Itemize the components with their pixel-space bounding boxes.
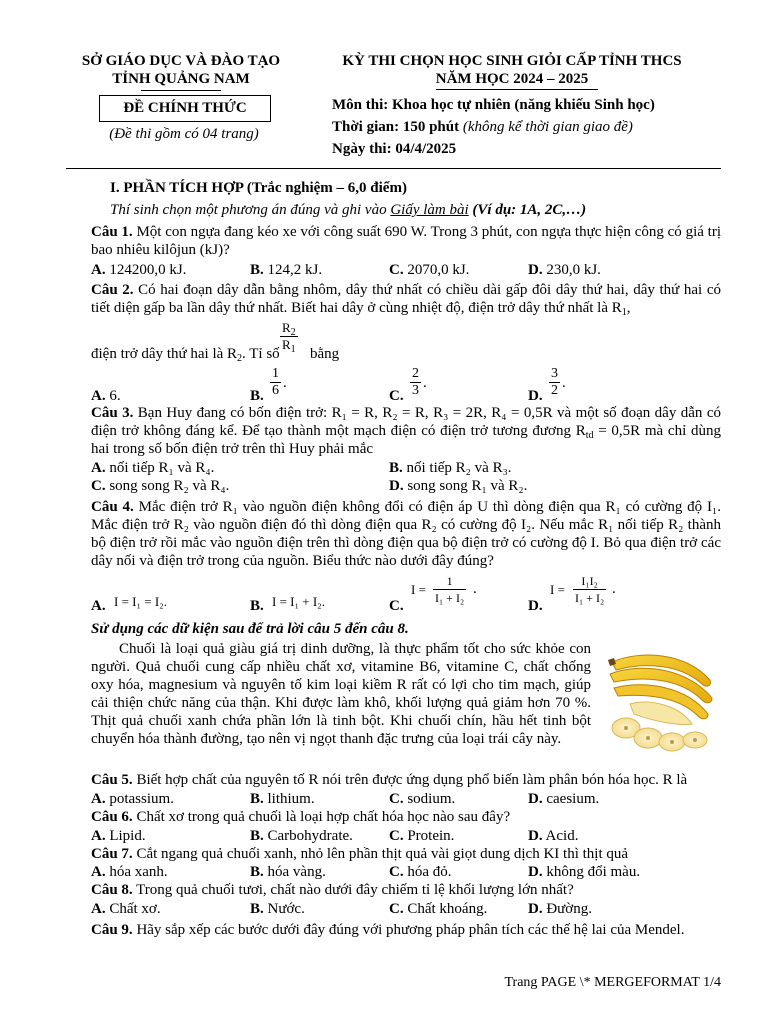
- subscript: 2: [290, 327, 296, 338]
- period: .: [473, 581, 477, 597]
- option-text: Protein.: [407, 828, 455, 844]
- time-label: Thời gian: 150 phút: [332, 119, 460, 135]
- option-text: lithium.: [267, 791, 315, 807]
- question-label: Câu 6.: [91, 809, 133, 825]
- option-letter: A.: [91, 262, 106, 278]
- q2-equals: bằng: [310, 346, 340, 362]
- official-badge: ĐỀ CHÍNH THỨC: [123, 100, 247, 116]
- question-text: Bạn Huy đang có bốn điện trở: R₁ = R, R₂ = R, R₃ = 2R, R₄ = 0,5R và một số đoạn dây dẫn có điện trở không đáng kể. Để tạo thành một mạch điện có điện trở tương đương R: [91, 405, 721, 439]
- q6-option-a: [91, 827, 146, 845]
- q2-option-b-fraction: [270, 366, 281, 399]
- option-text: 2070,0 kJ.: [407, 262, 470, 278]
- option-text: Nước.: [267, 901, 305, 917]
- question-text: Một con ngựa đang kéo xe với công suất 690 W. Trong 3 phút, con ngựa thực hiện công có giá trị bao nhiêu kilôjun (kJ)?: [91, 224, 721, 258]
- fraction-num: 2: [412, 366, 419, 381]
- option-letter: B.: [250, 864, 264, 880]
- question-1: [91, 223, 721, 259]
- q4-option-d-lhs: I =: [550, 582, 565, 597]
- instr-example: (Ví dụ: 1A, 2C,…): [468, 202, 587, 218]
- question-3: [91, 404, 721, 458]
- exam-date: Ngày thi: 04/4/2025: [332, 141, 457, 157]
- option-letter: B.: [250, 828, 264, 844]
- option-letter: D.: [528, 828, 543, 844]
- option-letter: A.: [91, 864, 106, 880]
- q5-option-b: [250, 790, 315, 808]
- q8-option-a: [91, 900, 161, 918]
- question-label: Câu 1.: [91, 224, 133, 240]
- option-letter: D.: [528, 864, 543, 880]
- option-letter: C.: [91, 478, 106, 494]
- q7-option-d: [528, 863, 640, 881]
- option-letter: B.: [250, 598, 264, 614]
- option-text: Đường.: [546, 901, 592, 917]
- option-letter: A.: [91, 460, 106, 476]
- option-letter: D.: [528, 598, 543, 614]
- question-text: Biết hợp chất của nguyên tố R nói trên được ứng dụng phổ biến làm phân bón hóa học. R là: [132, 772, 688, 788]
- option-text: 124,2 kJ.: [267, 262, 323, 278]
- q2-option-c-fraction: [410, 366, 421, 399]
- question-8: [91, 881, 574, 899]
- q8-option-c: [389, 900, 487, 918]
- question-text: Chất xơ trong quả chuối là loại hợp chất hóa học nào sau đây?: [132, 809, 511, 825]
- dept-line2: TỈNH QUẢNG NAM: [112, 71, 250, 87]
- fraction-den: I₁ + I₂: [435, 591, 465, 605]
- ratio-num: R: [282, 320, 291, 335]
- period: .: [283, 375, 287, 391]
- option-text: 6.: [109, 388, 121, 404]
- option-letter: A.: [91, 901, 106, 917]
- time-note: (không kể thời gian giao đề): [462, 119, 633, 135]
- instr-answer-sheet: Giấy làm bài: [390, 202, 469, 218]
- q5-option-d: [528, 790, 599, 808]
- question-text: Hãy sắp xếp các bước dưới đây đúng với phương pháp phân tích các thế hệ lai của Mendel.: [132, 922, 685, 938]
- option-text: nối tiếp R₁ và R₄.: [109, 460, 215, 476]
- question-label: Câu 3.: [91, 405, 134, 421]
- q3-option-a: [91, 459, 214, 477]
- option-letter: C.: [389, 901, 404, 917]
- q3-option-d: [389, 477, 527, 495]
- question-label: Câu 7.: [91, 846, 133, 862]
- option-letter: D.: [389, 478, 404, 494]
- q6-option-c: [389, 827, 454, 845]
- option-text: hóa xanh.: [109, 864, 168, 880]
- question-label: Câu 2.: [91, 282, 134, 298]
- subscript: 2: [237, 353, 243, 364]
- option-letter: D.: [528, 388, 543, 404]
- q8-option-d: [528, 900, 592, 918]
- q2-option-d: [528, 387, 543, 405]
- time-row: [332, 118, 633, 136]
- q2-option-b: [250, 387, 264, 405]
- option-text: Carbohydrate.: [267, 828, 353, 844]
- q4-option-a: I = I₁ = I₂.: [114, 594, 167, 609]
- page-footer: Trang PAGE \* MERGEFORMAT 1/4: [504, 975, 721, 990]
- question-text: = 0,5R mà chỉ dùng hai trong số bốn điện trở trên thì Huy phải mắc: [91, 423, 721, 457]
- fraction-den: I₁ + I₂: [575, 591, 605, 605]
- question-9: [91, 921, 721, 939]
- fraction-num: 3: [551, 366, 558, 381]
- period: .: [423, 375, 427, 391]
- exam-line1: KỲ THI CHỌN HỌC SINH GIỎI CẤP TỈNH THCS: [342, 53, 682, 69]
- question-text: Trong quả chuối tươi, chất nào dưới đây chiếm tỉ lệ khối lượng lớn nhất?: [132, 882, 574, 898]
- exam-underline: [436, 89, 598, 90]
- q4-option-c-fraction: [433, 573, 466, 606]
- option-letter: A.: [91, 791, 106, 807]
- option-text: hóa vàng.: [267, 864, 326, 880]
- q1-option-a: [91, 261, 186, 279]
- q4-option-d-letter: [528, 597, 543, 615]
- q2-ratio: [280, 320, 298, 353]
- q3-option-c: [91, 477, 229, 495]
- option-text: Chất xơ.: [109, 901, 161, 917]
- q7-option-b: [250, 863, 326, 881]
- passage-text: Chuối là loại quả giàu giá trị dinh dưỡng, là thực phẩm tốt cho sức khỏe con người. Quả chuối cung cấp nhiều chất xơ, vitamine B6, vitamine C, chất chống oxy hóa, magnesium và nguyên tố kim loại kiềm R rất có lợi cho tim mạch, giúp cải thiện chức năng của thận. Khi được làm khô, khối lượng quả giảm hơn 70 %. Thịt quả chuối xanh chứa phần lớn là tinh bột. Khi chuối chín, hầu hết tinh bột chuyển hóa thành đường, tạo nên vị ngọt thanh đặc trưng của loại trái cây này.: [91, 641, 591, 747]
- option-letter: D.: [528, 791, 543, 807]
- question-text: Mắc điện trở R₁ vào nguồn điện không đổi có điện áp U thì dòng điện qua R₁ có cường độ I₁. Mắc điện trở R₂ vào nguồn điện đó thì dòng điện qua R₂ có cường độ I₂. Nếu mắc R₁ nối tiếp R₂ thành bộ điện trở rồi mắc vào nguồn điện trên thì dòng điện qua bộ điện trở có cường độ I. Bỏ qua điện trở các dây nối và điện trở trong của nguồn. Biểu thức nào dưới đây đúng?: [91, 499, 721, 569]
- q1-option-d: [528, 261, 601, 279]
- q5-option-a: [91, 790, 174, 808]
- question-text: điện trở dây thứ hai là R: [91, 346, 238, 362]
- q2-option-d-fraction: [549, 366, 560, 399]
- q2-option-a: [91, 387, 121, 405]
- option-letter: C.: [389, 864, 404, 880]
- fraction-den: 3: [412, 383, 419, 398]
- q4-option-c-lhs: I =: [411, 582, 426, 597]
- q1-option-b: [250, 261, 322, 279]
- option-text: caesium.: [546, 791, 600, 807]
- header-divider: [66, 168, 721, 169]
- q7-option-c: [389, 863, 452, 881]
- q4-option-d-fraction: [573, 573, 606, 606]
- question-5: [91, 771, 687, 789]
- q7-option-a: [91, 863, 168, 881]
- option-letter: B.: [250, 262, 264, 278]
- option-letter: C.: [389, 388, 404, 404]
- option-text: Acid.: [545, 828, 579, 844]
- fraction-num: 1: [433, 573, 466, 590]
- option-letter: A.: [91, 598, 106, 614]
- question-text: . Tỉ số: [242, 346, 280, 362]
- question-2: Câu 2. Có hai đoạn dây dẫn bằng nhôm, dây thứ nhất có chiều dài gấp đôi dây thứ hai, dây thứ hai có tiết diện gấp ba lần dây thứ nhất. Biết hai dây ở cùng nhiệt độ, điện trở dây thứ nhất là $R_1$,: [91, 282, 721, 318]
- option-text: Chất khoáng.: [407, 901, 488, 917]
- fraction-den: 2: [551, 383, 558, 398]
- q3-option-b: [389, 459, 512, 477]
- q6-option-d: [528, 827, 578, 845]
- option-letter: A.: [91, 828, 106, 844]
- period: .: [562, 375, 566, 391]
- banana-image: [600, 640, 720, 760]
- option-letter: B.: [250, 791, 264, 807]
- q1-option-c: [389, 261, 469, 279]
- option-text: hóa đỏ.: [407, 864, 452, 880]
- option-text: song song R₁ và R₂.: [407, 478, 528, 494]
- option-text: không đổi màu.: [546, 864, 641, 880]
- subscript: 1: [290, 344, 296, 355]
- section-title: I. PHẦN TÍCH HỢP (Trắc nghiệm – 6,0 điểm): [110, 180, 407, 196]
- option-letter: C.: [389, 791, 404, 807]
- subject-label: Môn thi: Khoa học tự nhiên (năng khiếu Sinh học): [332, 97, 655, 113]
- fraction-num: I₁I₂: [573, 573, 606, 590]
- subscript: 1: [621, 307, 627, 318]
- option-letter: C.: [389, 262, 404, 278]
- question-7: [91, 845, 628, 863]
- q5-option-c: [389, 790, 455, 808]
- q4-option-b-letter: [250, 597, 264, 615]
- question-label: Câu 8.: [91, 882, 133, 898]
- option-text: song song R₂ và R₄.: [109, 478, 230, 494]
- dept-line1: SỞ GIÁO DỤC VÀ ĐÀO TẠO: [81, 53, 281, 69]
- question-6: [91, 808, 510, 826]
- option-text: 230,0 kJ.: [546, 262, 601, 278]
- q4-option-b: I = I₁ + I₂.: [272, 594, 325, 609]
- option-letter: B.: [250, 388, 264, 404]
- ratio-den: R: [282, 337, 291, 352]
- option-letter: D.: [528, 262, 543, 278]
- question-text: Cắt ngang quả chuối xanh, nhỏ lên phần thịt quả vài giọt dung dịch KI thì thịt quả: [132, 846, 629, 862]
- passage-heading: Sử dụng các dữ kiện sau để trả lời câu 5 đến câu 8.: [91, 621, 409, 637]
- option-letter: A.: [91, 388, 106, 404]
- question-label: Câu 4.: [91, 499, 134, 515]
- option-letter: D.: [528, 901, 543, 917]
- q2-option-c: [389, 387, 404, 405]
- exam-line2: NĂM HỌC 2024 – 2025: [435, 71, 589, 87]
- q4-option-c-letter: [389, 597, 404, 615]
- option-text: Lipid.: [109, 828, 146, 844]
- option-letter: B.: [389, 460, 403, 476]
- option-letter: C.: [389, 828, 404, 844]
- option-text: sodium.: [407, 791, 456, 807]
- q6-option-b: [250, 827, 353, 845]
- subscript: td: [585, 430, 594, 441]
- question-text: Có hai đoạn dây dẫn bằng nhôm, dây thứ nhất có chiều dài gấp đôi dây thứ hai, dây thứ hai có tiết diện gấp ba lần dây thứ nhất. Biết hai dây ở cùng nhiệt độ, điện trở dây thứ nhất là R: [91, 282, 721, 316]
- q2-line2: [91, 345, 280, 363]
- question-label: Câu 5.: [91, 772, 133, 788]
- option-text: 124200,0 kJ.: [109, 262, 187, 278]
- period: .: [612, 581, 616, 597]
- section-instructions: [110, 201, 586, 219]
- dept-underline: [141, 90, 221, 91]
- question-label: Câu 9.: [91, 922, 133, 938]
- option-text: nối tiếp R₂ và R₃.: [406, 460, 512, 476]
- fraction-num: 1: [272, 366, 279, 381]
- fraction-den: 6: [272, 383, 279, 398]
- question-4: [91, 498, 721, 570]
- option-letter: C.: [389, 598, 404, 614]
- instr-text: Thí sinh chọn một phương án đúng và ghi vào: [110, 202, 391, 218]
- pages-note: (Đề thi gồm có 04 trang): [109, 126, 259, 142]
- q4-option-a-letter: [91, 597, 106, 615]
- option-text: potassium.: [109, 791, 174, 807]
- option-letter: B.: [250, 901, 264, 917]
- q8-option-b: [250, 900, 305, 918]
